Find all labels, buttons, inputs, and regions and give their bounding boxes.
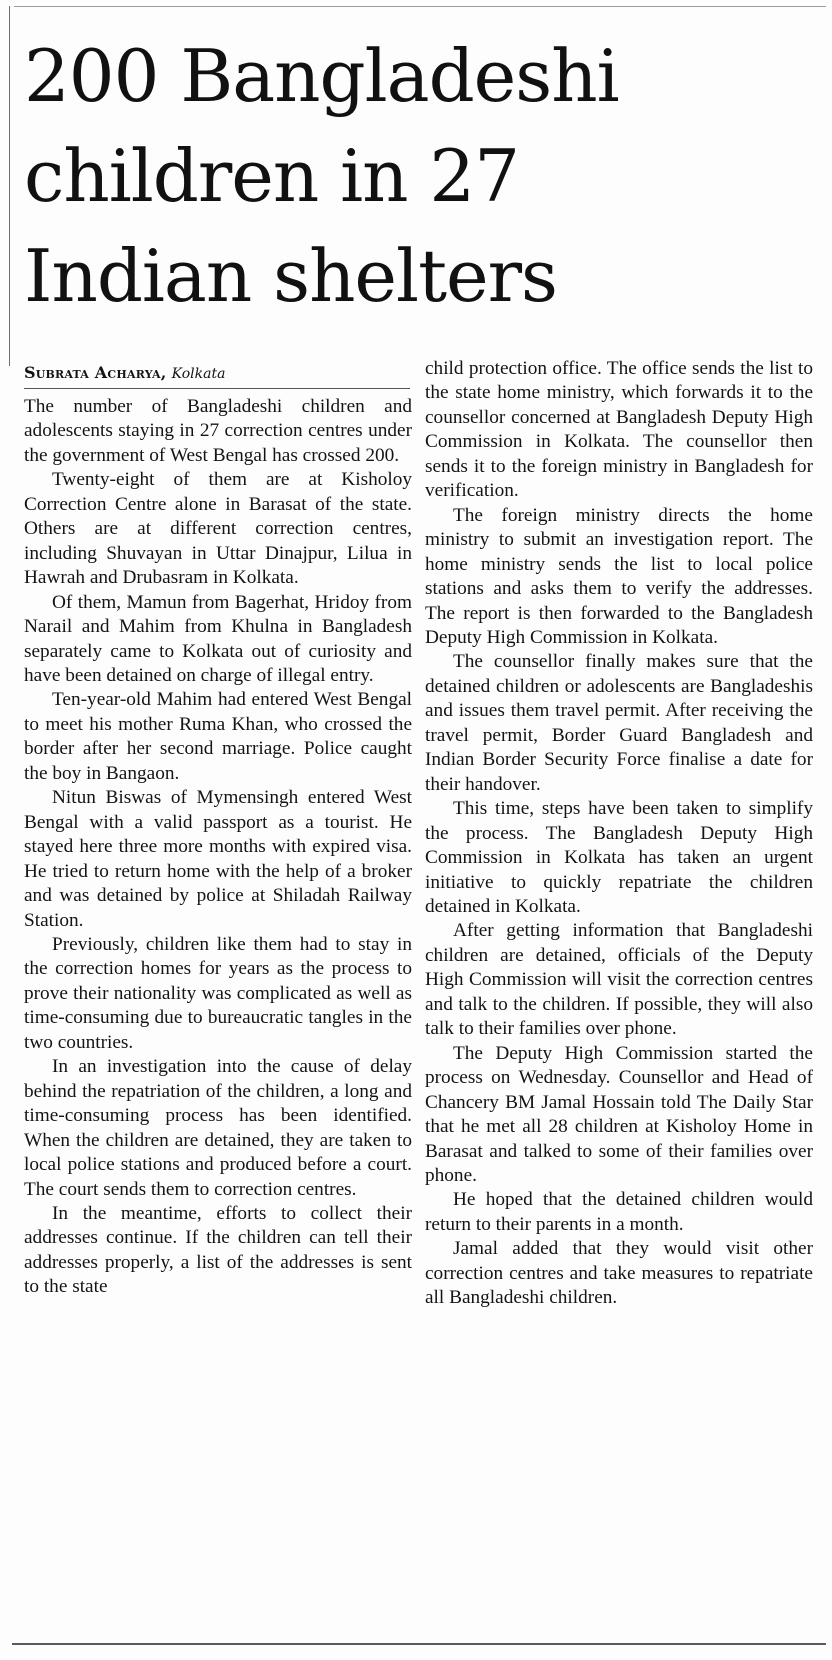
byline-author: Subrata Acharya, xyxy=(24,363,167,382)
article-paragraph: This time, steps have been taken to simplify the process. The Bangladesh Deputy High Commission in Kolkata has taken an urgent initiative to quickly repatriate the children detained in Kolkata. xyxy=(425,798,813,917)
article-paragraph: The counsellor finally makes sure that the detained children or adolescents are Bangladeshis and issues them travel permit. After receiving the travel permit, Border Guard Bangladesh and Indian Border Security Force finalise a date for their handover. xyxy=(425,651,813,795)
byline-rule xyxy=(24,388,410,389)
article-paragraph: Twenty-eight of them are at Kisholoy Correction Centre alone in Barasat of the state. Others are at different correction centres, including Shuvayan in Uttar Dinajpur, Lilua in Hawrah and Drubasram in Kolkata. xyxy=(24,469,412,589)
left-column-rule xyxy=(9,6,10,366)
headline-line-3: Indian shelters xyxy=(24,234,557,318)
article-paragraph: Previously, children like them had to stay in the correction homes for years as the process to prove their nationality was complicated as well as time-consuming due to bureaucratic tangles in the two countries. xyxy=(24,933,412,1053)
headline-line-1: 200 Bangladeshi xyxy=(24,34,619,118)
byline-location: Kolkata xyxy=(171,366,226,382)
article-paragraph: The number of Bangladeshi children and adolescents staying in 27 correction centres under the government of West Bengal has crossed 200. xyxy=(24,396,412,466)
top-rule xyxy=(14,6,826,7)
article-column-right xyxy=(425,357,813,1640)
article-paragraph: Of them, Mamun from Bagerhat, Hridoy from Narail and Mahim from Khulna in Bangladesh separately came to Kolkata out of curiosity and have been detained on charge of illegal entry. xyxy=(24,591,412,686)
article-paragraph: The Deputy High Commission started the process on Wednesday. Counsellor and Head of Chancery BM Jamal Hossain told The Daily Star that he met all 28 children at Kisholoy Home in Barasat and talked to some of their families over phone. xyxy=(425,1042,813,1186)
article-paragraph: The foreign ministry directs the home ministry to submit an investigation report. The home ministry sends the list to local police stations and asks them to verify the addresses. The report is then forwarded to the Bangladesh Deputy High Commission in Kolkata. xyxy=(425,504,813,648)
article-paragraph: Jamal added that they would visit other correction centres and take measures to repatriate all Bangladeshi children. xyxy=(425,1238,813,1309)
headline-line-2: children in 27 xyxy=(24,134,520,218)
article-paragraph: In an investigation into the cause of delay behind the repatriation of the children, a long and time-consuming process has been identified. When the children are detained, they are taken to local police stations and produced before a court. The court sends them to correction centres. xyxy=(24,1056,412,1200)
article-paragraph: Nitun Biswas of Mymensingh entered West Bengal with a valid passport as a tourist. He stayed here three more months with expired visa. He tried to return home with the help of a broker and was detained by police at Shiladah Railway Station. xyxy=(24,787,412,931)
headline xyxy=(24,26,814,326)
byline xyxy=(24,362,429,385)
article-paragraph: After getting information that Bangladeshi children are detained, officials of the Deputy High Commission will visit the correction centres and talk to the children. If possible, they will also talk to their families over phone. xyxy=(425,920,813,1040)
article-paragraph: Ten-year-old Mahim had entered West Bengal to meet his mother Ruma Khan, who crossed the border after her second marriage. Police caught the boy in Bangaon. xyxy=(24,689,412,784)
article-column-left xyxy=(24,395,412,1640)
article-paragraph: child protection office. The office sends the list to the state home ministry, which forwards it to the counsellor concerned at Bangladesh Deputy High Commission in Kolkata. The counsellor then sends it to the foreign ministry in Bangladesh for verification. xyxy=(425,358,813,502)
article-paragraph: He hoped that the detained children would return to their parents in a month. xyxy=(425,1189,813,1235)
bottom-rule xyxy=(12,1643,826,1645)
article-paragraph: In the meantime, efforts to collect their addresses continue. If the children can tell their addresses properly, a list of the addresses is sent to the state xyxy=(24,1202,412,1298)
